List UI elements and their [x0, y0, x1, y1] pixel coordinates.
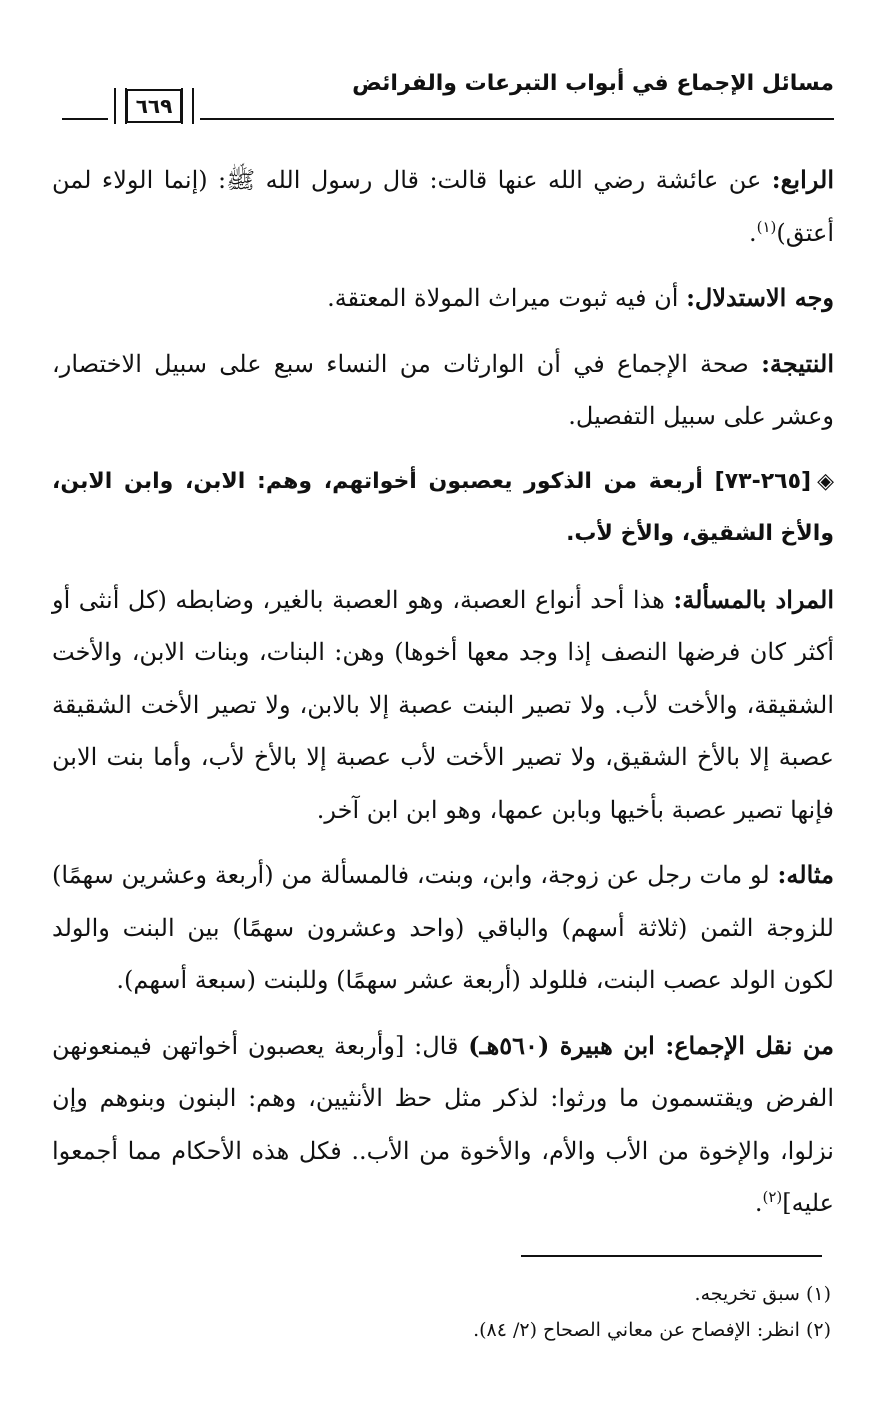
footnotes: [150, 1276, 831, 1348]
paragraph-text: أن فيه ثبوت ميراث المولاة المعتقة.: [327, 284, 687, 312]
paragraph-lead: مثاله:: [777, 860, 834, 889]
paragraph-lead: النتيجة:: [761, 348, 834, 378]
paragraph-istidlal: [52, 272, 834, 325]
paragraph-murad: [52, 574, 834, 837]
running-header-title: مسائل الإجماع في أبواب التبرعات والفرائض: [352, 71, 834, 96]
section-heading: [52, 456, 834, 561]
section-heading-text: [٢٦٥-٧٣] أربعة من الذكور يعصبون أخواتهم، وهم: الابن، وابن الابن، والأخ الشقيق، والأخ لأب.: [52, 468, 834, 546]
paragraph-lead: الرابع:: [771, 165, 834, 194]
paragraph-naql-ijma: من نقل الإجماع: ابن هبيرة (٥٦٠هـ) قال: [وأربعة يعصبون أخواتهن فيمنعونهن الفرض ويقتسمون ما ورثوا: لذكر مثل حظ الأنثيين، وهم: البنون وبنوهم وإن نزلوا، والإخوة من الأب والأم، والأخوة من الأب.. فكل هذه الأحكام مما أجمعوا عليه]$^{(٢)}$.: [52, 1030, 835, 1217]
paragraph-text: قال: [وأربعة يعصبون أخواتهن فيمنعونهن الفرض ويقتسمون ما ورثوا: لذكر مثل حظ الأنثيين، وهم: البنون وبنوهم وإن نزلوا، والإخوة من الأب والأم، والأخوة من الأب.. فكل هذه الأحكام مما أجمعوا عليه]: [52, 1031, 834, 1217]
page-number-ornament: [108, 86, 200, 126]
diamond-icon: ◈: [817, 468, 834, 494]
paragraph-mithal: [52, 849, 834, 1007]
footnote-1: (١) سبق تخريجه.: [694, 1283, 831, 1305]
ornament-bars-left: [114, 88, 127, 124]
paragraph-text: صحة الإجماع في أن الوارثات من النساء سبع على سبيل الاختصار، وعشر على سبيل التفصيل.: [52, 349, 834, 430]
footnote-2: (٢) انظر: الإفصاح عن معاني الصحاح (٢/ ٨٤).: [473, 1319, 831, 1341]
footnote-separator: [521, 1255, 822, 1257]
paragraph-lead: من نقل الإجماع: ابن هبيرة (٥٦٠هـ): [468, 1030, 835, 1060]
page-number: ٦٦٩: [126, 89, 183, 123]
ornament-bars-right: [181, 88, 194, 124]
paragraph-text: لو مات رجل عن زوجة، وابن، وبنت، فالمسألة من (أربعة وعشرين سهمًا) للزوجة الثمن (ثلاثة أسهم) والباقي (واحد وعشرون سهمًا) بين البنت والولد لكون الولد عصب البنت، فللولد (أربعة عشر سهمًا) وللبنت (سبعة أسهم).: [52, 861, 834, 994]
paragraph-text: هذا أحد أنواع العصبة، وهو العصبة بالغير، وضابطه (كل أنثى أو أكثر كان فرضها النصف إذا وجد معها أخوها) وهن: البنات، وبنات الابن، والأخت الشقيقة، والأخت لأب. ولا تصير البنت عصبة إلا بالابن، ولا تصير الأخت الشقيقة عصبة إلا بالأخ الشقيق، ولا تصير الأخت لأب عصبة إلا بالأخ لأب، وأما بنت الابن فإنها تصير عصبة بأخيها وبابن عمها، وهو ابن ابن آخر.: [52, 585, 834, 824]
paragraph-rabi: الرابع: عن عائشة رضي الله عنها قالت: قال رسول الله ﷺ: (إنما الولاء لمن أعتق)$^{(١)}$.: [52, 165, 834, 247]
paragraph-text: عن عائشة رضي الله عنها قالت: قال رسول الله ﷺ: (إنما الولاء لمن أعتق): [52, 166, 834, 247]
footnote-ref: (٢): [762, 1188, 783, 1206]
body-text: [52, 154, 834, 1243]
paragraph-lead: وجه الاستدلال:: [686, 283, 834, 312]
paragraph-natija: [52, 338, 834, 443]
paragraph-lead: المراد بالمسألة:: [673, 584, 834, 614]
footnote-ref: (١): [756, 217, 777, 236]
